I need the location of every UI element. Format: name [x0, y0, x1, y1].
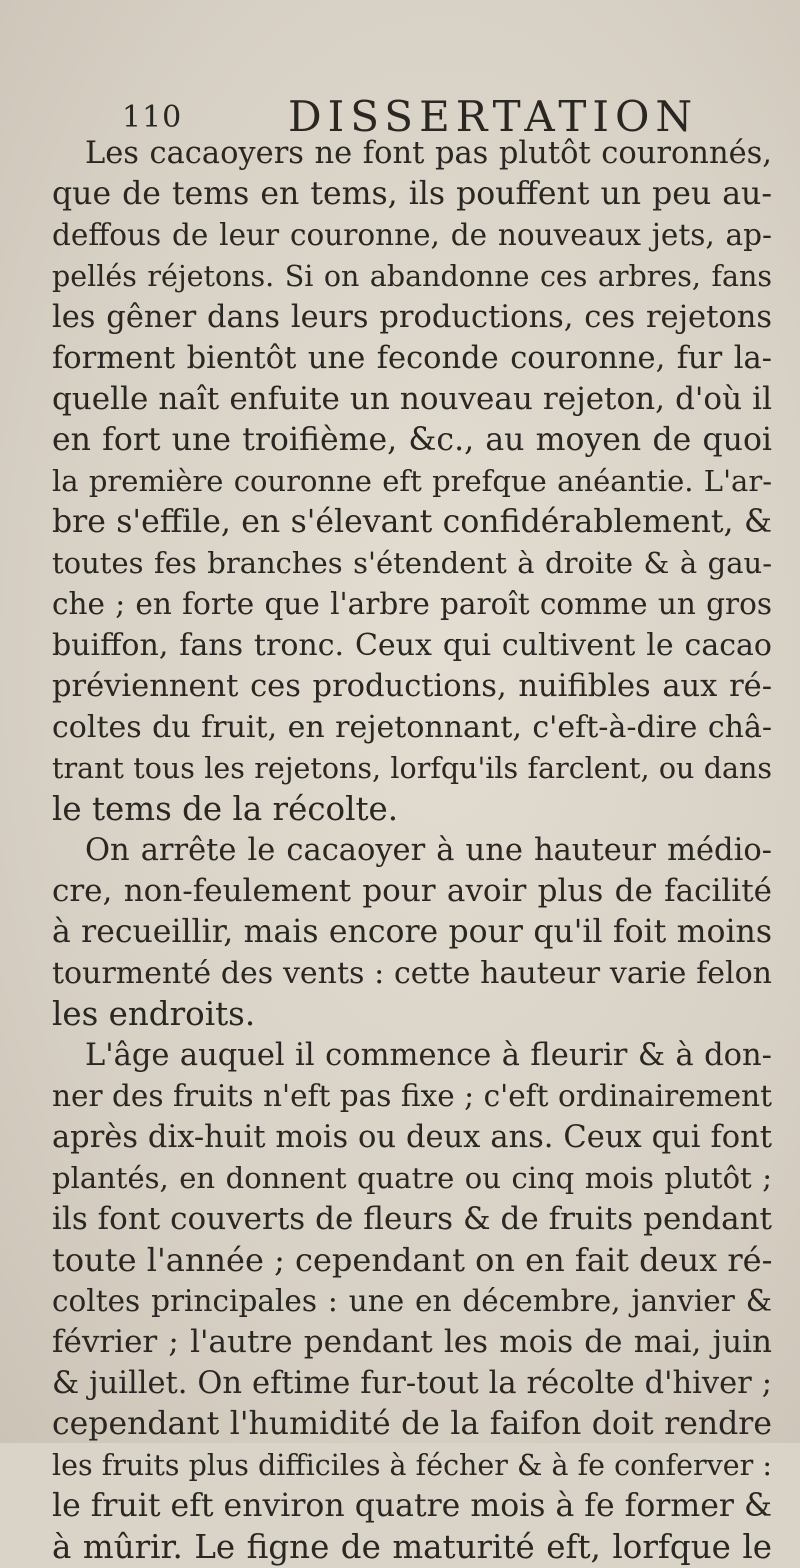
body-text: [52, 133, 772, 1568]
text-line-19: cre, non-feulement pour avoir plus de facilité: [52, 873, 772, 909]
text-line-20: à recueillir, mais encore pour qu'il foit moins: [52, 914, 772, 950]
text-line-22: les endroits.: [52, 995, 256, 1033]
text-line-18: On arrête le cacaoyer à une hauteur médio-: [85, 833, 772, 868]
text-line-26: plantés, en donnent quatre ou cinq mois plutôt ;: [52, 1161, 772, 1195]
text-line-24: ner des fruits n'eft pas fixe ; c'eft ordinairement: [52, 1079, 772, 1113]
text-line-25: après dix-huit mois ou deux ans. Ceux qui font: [52, 1120, 772, 1155]
text-line-9: la première couronne eft prefque anéantie. L'ar-: [52, 464, 772, 498]
text-line-30: février ; l'autre pendant les mois de mai, juin: [52, 1324, 772, 1360]
text-line-35: à mûrir. Le figne de maturité eft, lorfque le: [52, 1528, 772, 1566]
text-line-27: ils font couverts de fleurs & de fruits pendant: [52, 1201, 772, 1237]
text-line-33: les fruits plus difficiles à fécher & à fe conferver :: [52, 1449, 772, 1482]
page-number: 110: [122, 100, 183, 135]
running-title: DISSERTATION: [288, 92, 699, 141]
text-line-3: deffous de leur couronne, de nouveaux jets, ap-: [52, 218, 772, 252]
text-line-14: préviennent ces productions, nuifibles aux ré-: [52, 669, 772, 704]
text-line-8: en fort une troifième, &c., au moyen de quoi: [52, 422, 772, 458]
text-line-28: toute l'année ; cependant on en fait deux ré-: [52, 1241, 772, 1279]
text-line-17: le tems de la récolte.: [52, 790, 399, 828]
text-line-16: trant tous les rejetons, lorfqu'ils farclent, ou dans: [52, 752, 772, 785]
text-line-34: le fruit eft environ quatre mois à fe former &: [52, 1488, 772, 1524]
text-line-12: che ; en forte que l'arbre paroît comme un gros: [52, 587, 772, 621]
text-line-23: L'âge auquel il commence à fleurir & à don-: [85, 1038, 772, 1073]
text-line-15: coltes du fruit, en rejetonnant, c'eft-à-dire châ-: [52, 710, 772, 745]
text-line-7: quelle naît enfuite un nouveau rejeton, d'où il: [52, 381, 772, 417]
text-line-21: tourmenté des vents : cette hauteur varie felon: [52, 956, 772, 991]
text-line-2: que de tems en tems, ils pouffent un peu au-: [52, 176, 772, 212]
text-line-10: bre s'effile, en s'élevant confidérablement, &: [52, 504, 772, 540]
text-line-32: cependant l'humidité de la faifon doit rendre: [52, 1406, 772, 1442]
text-line-13: buiffon, fans tronc. Ceux qui cultivent le cacao: [52, 628, 772, 663]
text-line-1: Les cacaoyers ne font pas plutôt couronnés,: [85, 136, 772, 171]
text-line-4: pellés réjetons. Si on abandonne ces arbres, fans: [52, 260, 772, 293]
text-line-11: toutes fes branches s'étendent à droite & à gau-: [52, 546, 772, 580]
text-line-31: & juillet. On eftime fur-tout la récolte d'hiver ;: [52, 1366, 772, 1401]
text-line-29: coltes principales : une en décembre, janvier &: [52, 1284, 772, 1318]
text-line-6: forment bientôt une feconde couronne, fur la-: [52, 341, 772, 376]
text-line-5: les gêner dans leurs productions, ces rejetons: [52, 300, 772, 335]
